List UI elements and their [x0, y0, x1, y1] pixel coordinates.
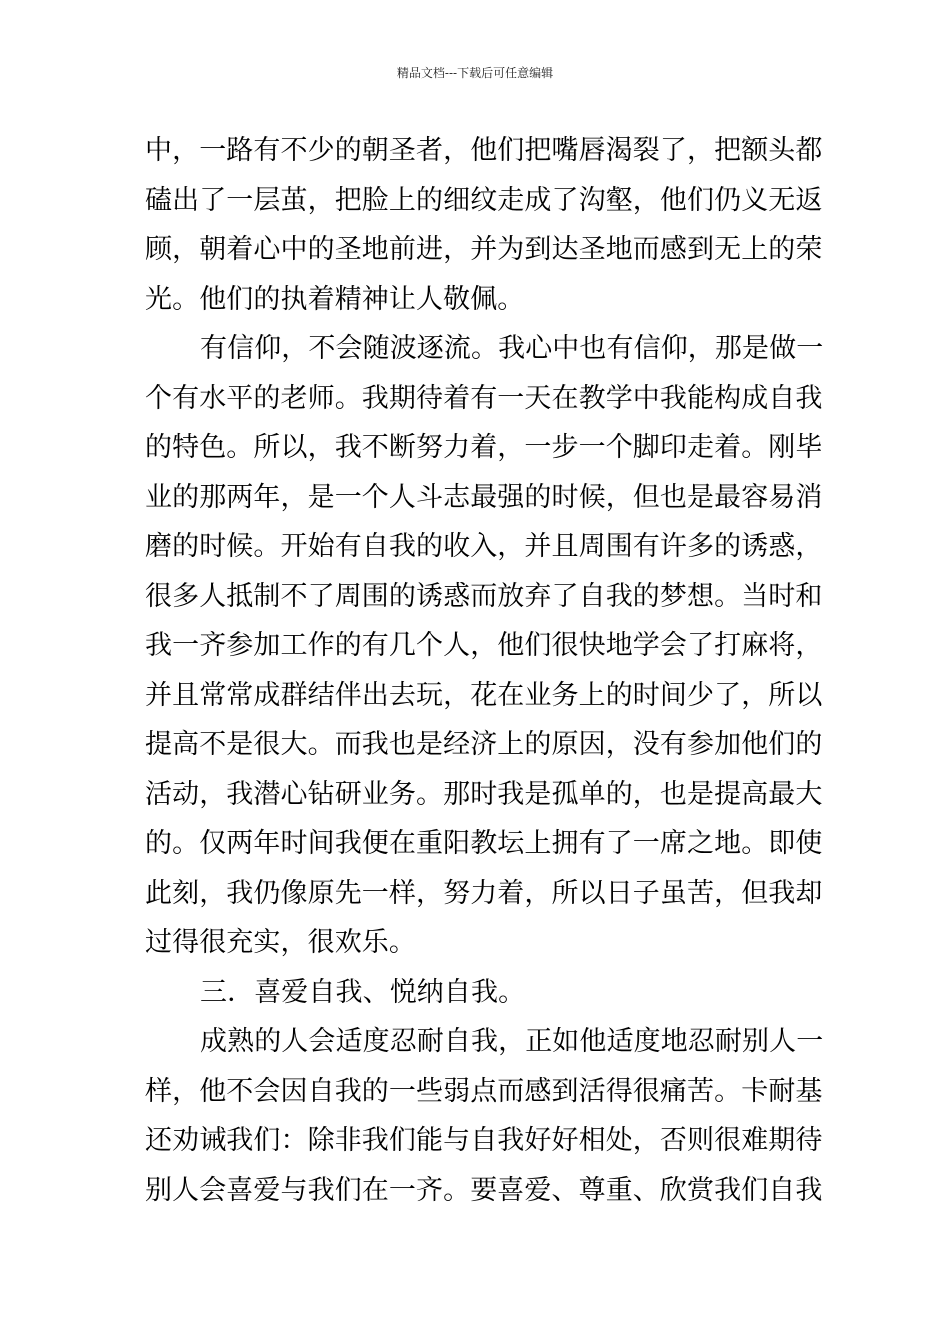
text-line: 三．喜爱自我、悦纳自我。: [200, 976, 526, 1008]
text-line: 过得很充实，很欢乐。: [145, 927, 416, 958]
text-line: 顾，朝着心中的圣地前进，并为到达圣地而感到无上的荣: [145, 234, 823, 265]
text-line: 光。他们的执着精神让人敬佩。: [145, 283, 525, 315]
text-line: 还劝诫我们：除非我们能与自我好好相处，否则很难期待: [145, 1125, 823, 1156]
text-line: 中，一路有不少的朝圣者，他们把嘴唇渴裂了，把额头都: [145, 135, 823, 166]
text-line: 有信仰，不会随波逐流。我心中也有信仰，那是做一: [200, 333, 824, 364]
text-line: 业的那两年，是一个人斗志最强的时候，但也是最容易消: [145, 481, 823, 513]
text-line: 活动，我潜心钻研业务。那时我是孤单的，也是提高最大: [145, 778, 823, 810]
text-line: 样，他不会因自我的一些弱点而感到活得很痛苦。卡耐基: [145, 1075, 823, 1107]
text-line: 成熟的人会适度忍耐自我，正如他适度地忍耐别人一: [200, 1026, 824, 1057]
text-line: 此刻，我仍像原先一样，努力着，所以日子虽苦，但我却: [145, 877, 823, 909]
page-header: 精品文档---下载后可任意编辑: [396, 66, 554, 80]
body-text: [145, 126, 824, 1215]
text-line: 个有水平的老师。我期待着有一天在教学中我能构成自我: [145, 382, 823, 414]
text-line: 磨的时候。开始有自我的收入，并且周围有许多的诱惑，: [145, 531, 823, 562]
text-line: 很多人抵制不了周围的诱惑而放弃了自我的梦想。当时和: [145, 580, 823, 612]
text-line: 的特色。所以，我不断努力着，一步一个脚印走着。刚毕: [145, 432, 823, 463]
text-line: 并且常常成群结伴出去玩，花在业务上的时间少了，所以: [145, 679, 823, 711]
text-line: 磕出了一层茧，把脸上的细纹走成了沟壑，他们仍义无返: [145, 184, 823, 216]
text-line: 的。仅两年时间我便在重阳教坛上拥有了一席之地。即使: [145, 828, 823, 859]
text-line: 别人会喜爱与我们在一齐。要喜爱、尊重、欣赏我们自我: [145, 1174, 823, 1206]
text-line: 我一齐参加工作的有几个人，他们很快地学会了打麻将，: [145, 630, 823, 661]
text-line: 提高不是很大。而我也是经济上的原因，没有参加他们的: [145, 729, 823, 760]
